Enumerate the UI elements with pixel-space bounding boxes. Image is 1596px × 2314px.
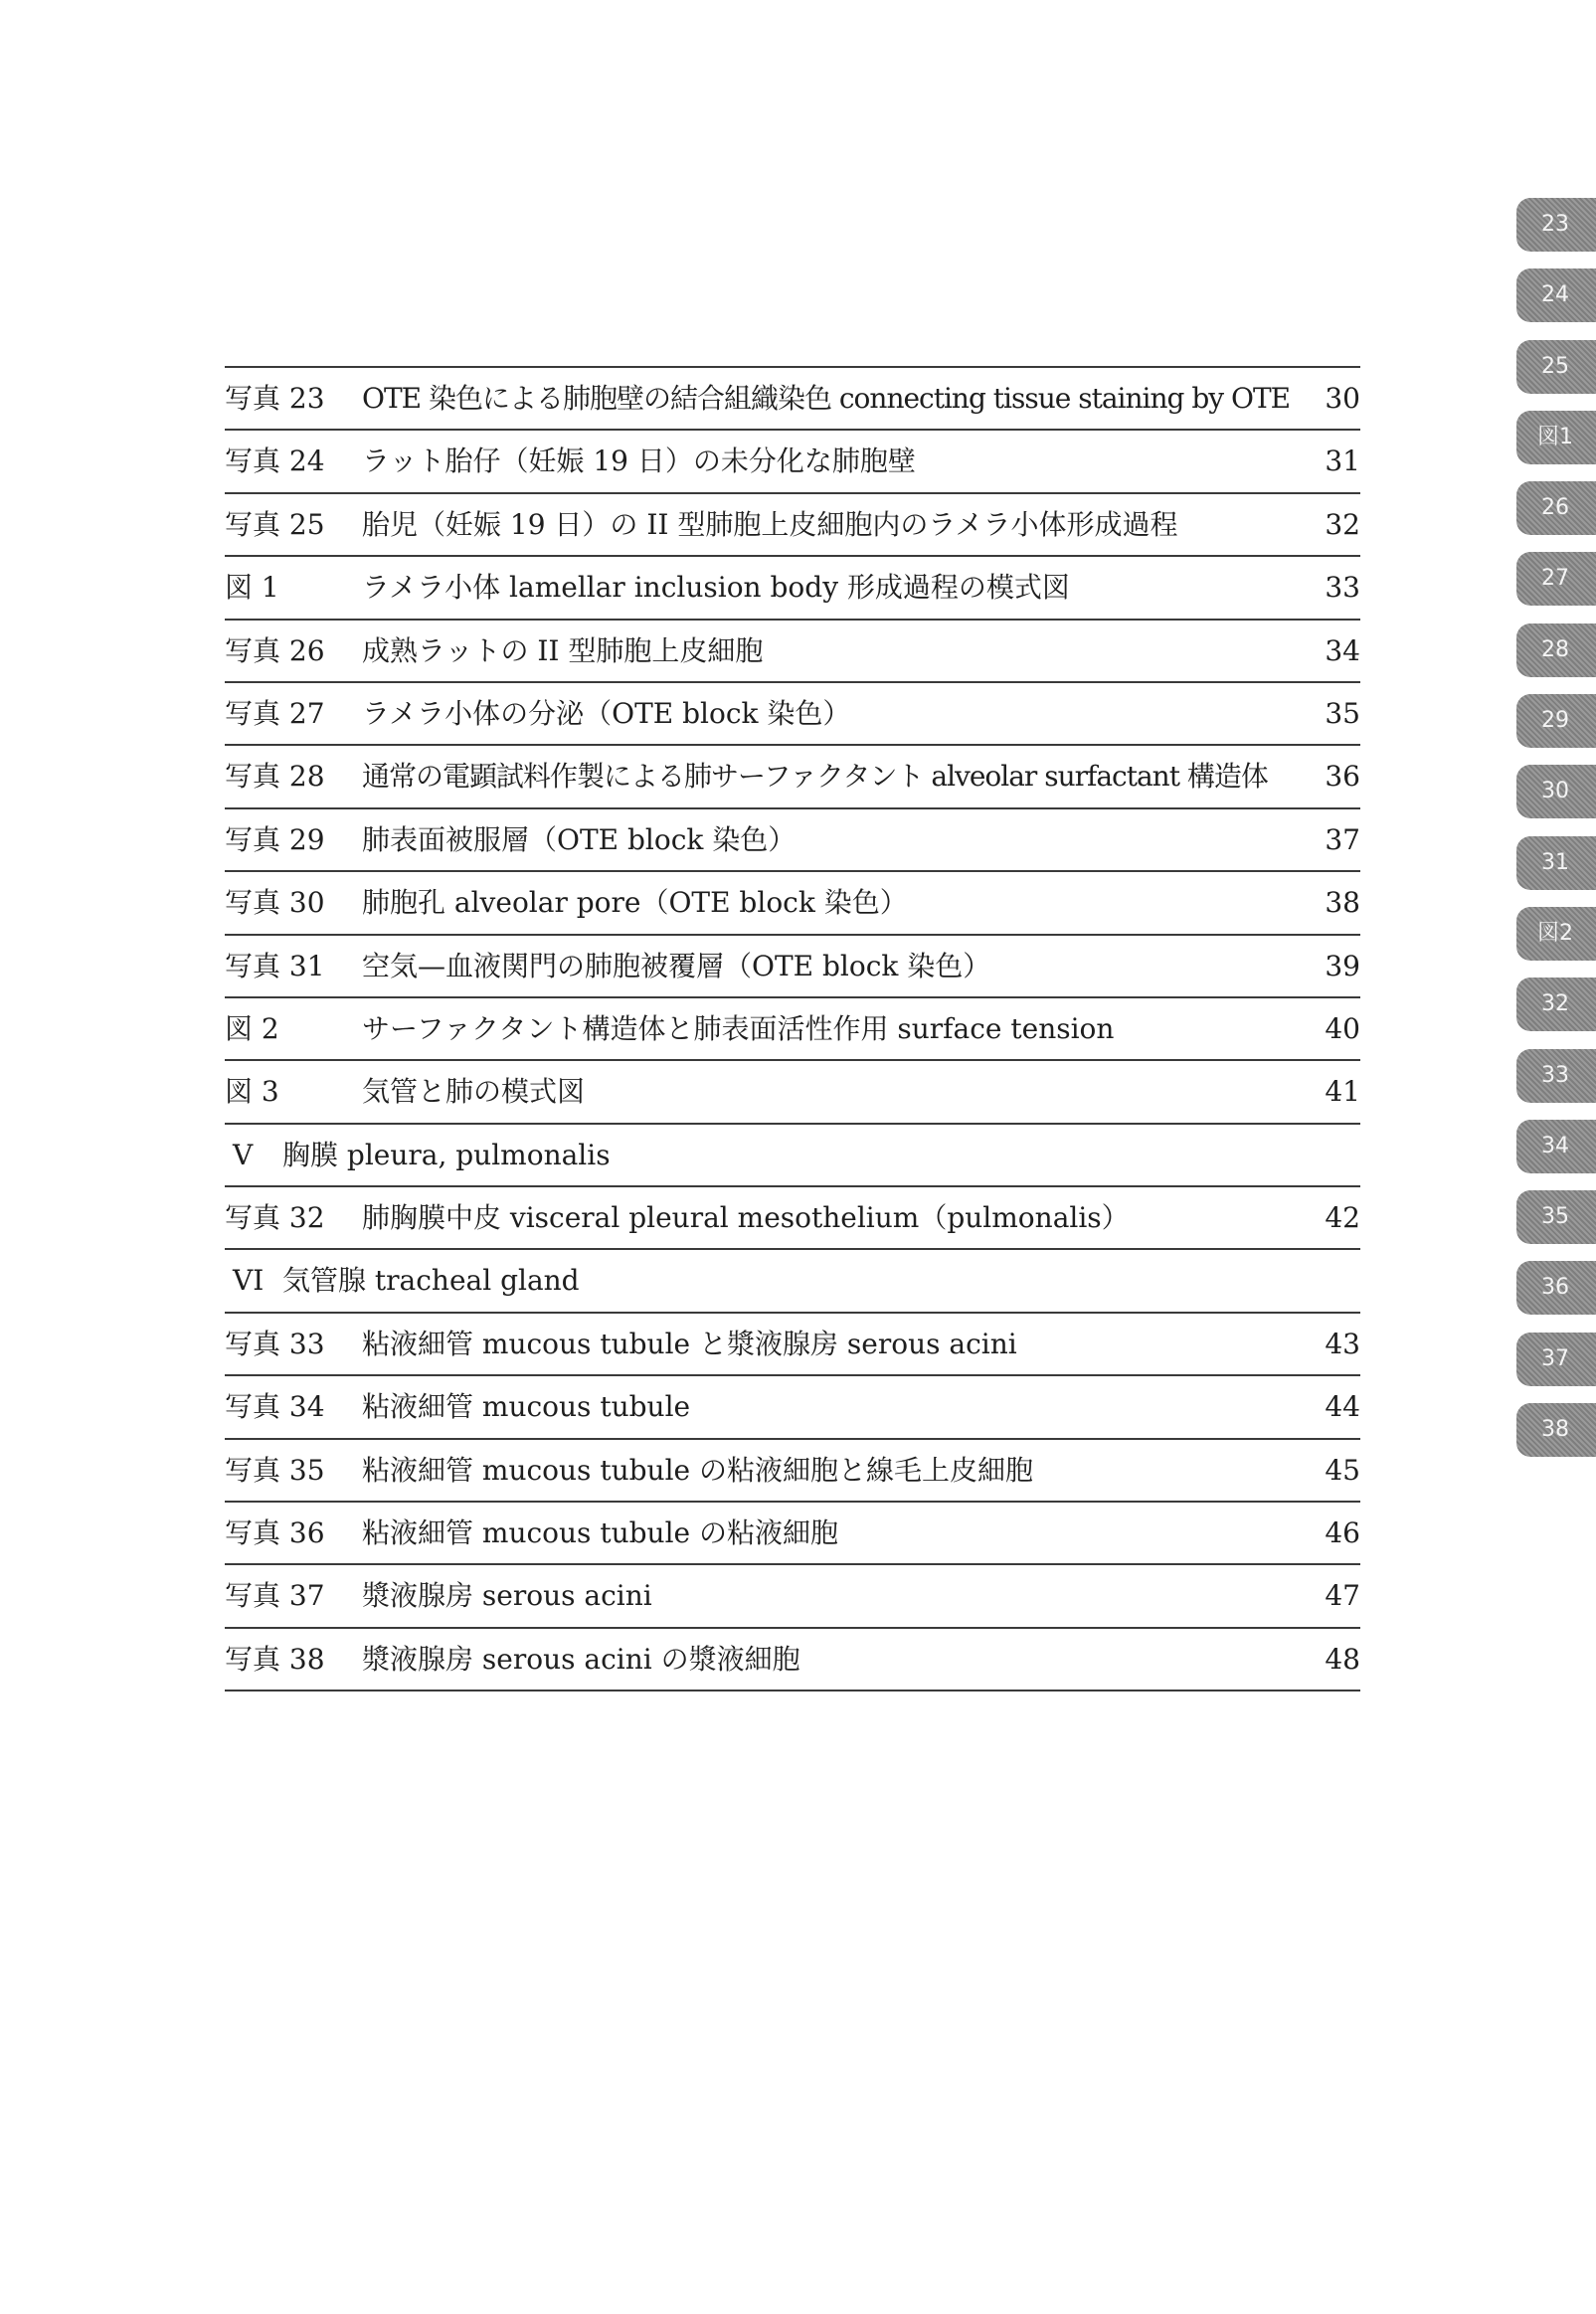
- thumb-index-tabs: [1516, 198, 1596, 1474]
- thumb-tab: 25: [1516, 340, 1596, 394]
- toc-row: [225, 1187, 1360, 1250]
- entry-label: 写真 38: [225, 1642, 325, 1676]
- entry-label: 写真 25: [225, 507, 325, 541]
- toc-row: [225, 1629, 1360, 1691]
- entry-page-number: 42: [1325, 1201, 1360, 1235]
- thumb-tab: 31: [1516, 836, 1596, 890]
- entry-title: 空気—血液関門の肺胞被覆層（OTE block 染色）: [362, 949, 991, 982]
- entry-page-number: 34: [1325, 633, 1360, 667]
- entry-title: ラメラ小体の分泌（OTE block 染色）: [362, 696, 851, 730]
- entry-title: 漿液腺房 serous acini: [362, 1579, 652, 1613]
- thumb-tab: 35: [1516, 1190, 1596, 1244]
- entry-label: 写真 29: [225, 822, 325, 856]
- entry-label: 写真 33: [225, 1327, 325, 1360]
- entry-page-number: 45: [1325, 1453, 1360, 1487]
- entry-page-number: 40: [1325, 1011, 1360, 1045]
- entry-title: 肺胸膜中皮 visceral pleural mesothelium（pulmonalis）: [362, 1201, 1130, 1235]
- section-numeral: VI: [233, 1264, 265, 1298]
- thumb-tab: 24: [1516, 268, 1596, 322]
- section-title: 胸膜 pleura, pulmonalis: [282, 1138, 611, 1171]
- toc-row: [225, 1376, 1360, 1439]
- entry-title: OTE 染色による肺胞壁の結合組織染色 connecting tissue staining by OTE: [362, 382, 1291, 415]
- entry-label: 図 3: [225, 1075, 279, 1109]
- toc-row: [225, 621, 1360, 683]
- entry-title: ラメラ小体 lamellar inclusion body 形成過程の模式図: [362, 571, 1070, 605]
- entry-label: 写真 37: [225, 1579, 325, 1613]
- entry-label: 写真 35: [225, 1453, 325, 1487]
- toc-row: [225, 557, 1360, 620]
- toc-row: [225, 1565, 1360, 1628]
- thumb-tab: 30: [1516, 765, 1596, 818]
- thumb-tab: 38: [1516, 1403, 1596, 1457]
- toc-row: [225, 431, 1360, 493]
- table-of-contents: [225, 366, 1360, 1691]
- toc-row: [225, 809, 1360, 872]
- thumb-tab: 32: [1516, 978, 1596, 1031]
- entry-page-number: 33: [1325, 571, 1360, 605]
- entry-page-number: 35: [1325, 696, 1360, 730]
- entry-page-number: 41: [1325, 1075, 1360, 1109]
- entry-label: 写真 26: [225, 633, 325, 667]
- thumb-tab: 図1: [1516, 411, 1596, 464]
- entry-page-number: 48: [1325, 1642, 1360, 1676]
- entry-title: 粘液細管 mucous tubule: [362, 1390, 691, 1424]
- thumb-tab: 図2: [1516, 907, 1596, 961]
- toc-section-heading: [225, 1125, 1360, 1187]
- entry-title: 粘液細管 mucous tubule と漿液腺房 serous acini: [362, 1327, 1017, 1360]
- entry-label: 写真 28: [225, 760, 325, 794]
- entry-title: 成熟ラットの II 型肺胞上皮細胞: [362, 633, 764, 667]
- entry-title: 肺胞孔 alveolar pore（OTE block 染色）: [362, 886, 908, 920]
- entry-page-number: 46: [1325, 1516, 1360, 1550]
- entry-title: 肺表面被服層（OTE block 染色）: [362, 822, 797, 856]
- entry-title: 漿液腺房 serous acini の漿液細胞: [362, 1642, 800, 1676]
- entry-label: 図 1: [225, 571, 279, 605]
- thumb-tab: 26: [1516, 481, 1596, 535]
- toc-row: [225, 1061, 1360, 1124]
- toc-row: [225, 872, 1360, 935]
- entry-label: 写真 32: [225, 1201, 325, 1235]
- thumb-tab: 33: [1516, 1049, 1596, 1103]
- section-title: 気管腺 tracheal gland: [282, 1264, 580, 1298]
- entry-title: 気管と肺の模式図: [362, 1075, 586, 1109]
- entry-label: 写真 36: [225, 1516, 325, 1550]
- entry-label: 写真 30: [225, 886, 325, 920]
- toc-row: [225, 1314, 1360, 1376]
- toc-row: [225, 936, 1360, 998]
- entry-label: 写真 23: [225, 382, 325, 415]
- entry-label: 写真 31: [225, 949, 325, 982]
- entry-title: 粘液細管 mucous tubule の粘液細胞と線毛上皮細胞: [362, 1453, 1033, 1487]
- entry-title: ラット胎仔（妊娠 19 日）の未分化な肺胞壁: [362, 445, 916, 478]
- entry-label: 写真 27: [225, 696, 325, 730]
- toc-row: [225, 1440, 1360, 1503]
- entry-label: 図 2: [225, 1011, 279, 1045]
- entry-page-number: 30: [1325, 382, 1360, 415]
- thumb-tab: 28: [1516, 623, 1596, 677]
- toc-row: [225, 746, 1360, 808]
- thumb-tab: 34: [1516, 1120, 1596, 1173]
- thumb-tab: 29: [1516, 694, 1596, 748]
- toc-section-heading: [225, 1250, 1360, 1313]
- entry-page-number: 36: [1325, 760, 1360, 794]
- entry-page-number: 37: [1325, 822, 1360, 856]
- thumb-tab: 36: [1516, 1261, 1596, 1315]
- entry-page-number: 31: [1325, 445, 1360, 478]
- entry-title: 胎児（妊娠 19 日）の II 型肺胞上皮細胞内のラメラ小体形成過程: [362, 507, 1178, 541]
- thumb-tab: 37: [1516, 1333, 1596, 1386]
- entry-title: 粘液細管 mucous tubule の粘液細胞: [362, 1516, 838, 1550]
- entry-page-number: 43: [1325, 1327, 1360, 1360]
- toc-row: [225, 683, 1360, 746]
- toc-row: [225, 998, 1360, 1061]
- entry-title: 通常の電顕試料作製による肺サーファクタント alveolar surfactant 構造体: [362, 760, 1268, 794]
- toc-row: [225, 368, 1360, 431]
- entry-title: サーファクタント構造体と肺表面活性作用 surface tension: [362, 1011, 1115, 1045]
- entry-page-number: 39: [1325, 949, 1360, 982]
- entry-page-number: 47: [1325, 1579, 1360, 1613]
- entry-page-number: 38: [1325, 886, 1360, 920]
- thumb-tab: 23: [1516, 198, 1596, 252]
- entry-page-number: 44: [1325, 1390, 1360, 1424]
- entry-label: 写真 24: [225, 445, 325, 478]
- entry-label: 写真 34: [225, 1390, 325, 1424]
- toc-row: [225, 1503, 1360, 1565]
- section-numeral: V: [233, 1138, 254, 1171]
- toc-row: [225, 494, 1360, 557]
- entry-page-number: 32: [1325, 507, 1360, 541]
- thumb-tab: 27: [1516, 552, 1596, 606]
